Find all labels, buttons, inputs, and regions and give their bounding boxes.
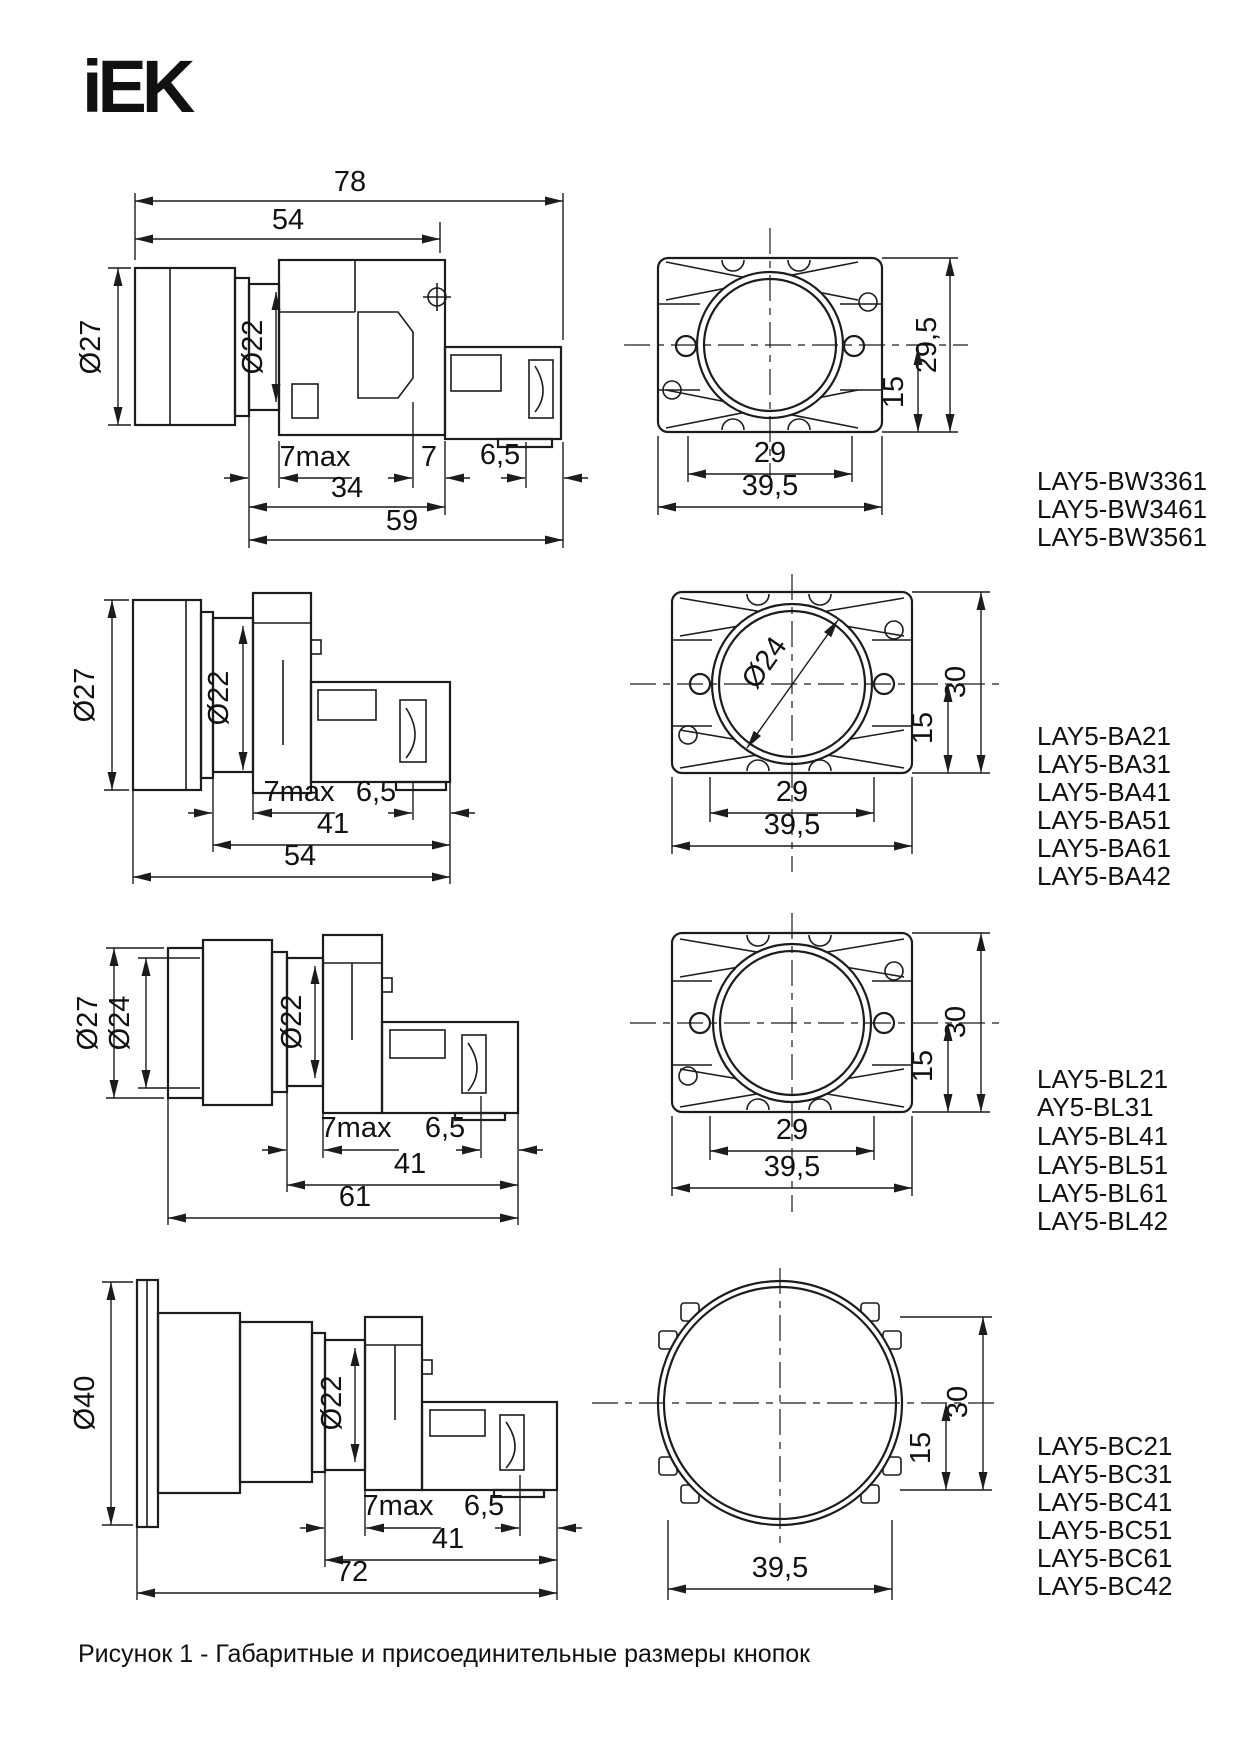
- model-label: LAY5-BW3361: [1037, 466, 1208, 496]
- dim-front-height: 29,5: [911, 316, 943, 374]
- model-label: LAY5-BA51: [1037, 805, 1171, 835]
- dim-total-length: 78: [333, 166, 367, 198]
- model-label: LAY5-BC42: [1037, 1571, 1173, 1601]
- dim-front-offset: 15: [878, 375, 910, 409]
- front-view-bw: [624, 228, 968, 515]
- model-label: LAY5-BL21: [1037, 1064, 1169, 1094]
- dim-mount-diameter: Ø22: [237, 319, 269, 375]
- model-label: LAY5-BL61: [1037, 1178, 1169, 1208]
- model-label: LAY5-BA41: [1037, 777, 1171, 807]
- front-view-ba: [630, 574, 1000, 872]
- dim-front-height: 30: [940, 1005, 972, 1039]
- figure-caption: Рисунок 1 - Габаритные и присоединительные размеры кнопок: [78, 1640, 811, 1668]
- dim-front-hole-width: 29: [775, 776, 809, 808]
- model-label: LAY5-BL51: [1037, 1150, 1169, 1180]
- dim-gap: 7: [420, 441, 438, 473]
- dim-front-length: 54: [271, 204, 305, 236]
- model-label: LAY5-BW3561: [1037, 522, 1208, 552]
- model-list-bl: [1037, 1064, 1168, 1236]
- dim-screw: 6,5: [424, 1112, 466, 1144]
- dim-front-body-width: 39,5: [751, 1552, 809, 1584]
- dim-front-offset: 15: [907, 1049, 939, 1083]
- dim-mount-diameter: Ø22: [316, 1375, 348, 1431]
- dim-front-body-width: 39,5: [741, 470, 799, 502]
- dim-panel-max: 7max: [279, 441, 351, 473]
- dim-front-height: 30: [940, 665, 972, 699]
- dim-panel-max: 7max: [263, 776, 335, 808]
- dim-mid-length: 34: [330, 472, 364, 504]
- dim-panel-max: 7max: [320, 1112, 392, 1144]
- dim-front-height: 30: [942, 1385, 974, 1419]
- dim-mount-diameter: Ø22: [203, 670, 235, 726]
- side-view-bw: [75, 166, 588, 548]
- model-label: LAY5-BC41: [1037, 1487, 1173, 1517]
- dim-front-body-width: 39,5: [763, 1151, 821, 1183]
- dim-button-diameter: Ø24: [735, 631, 794, 695]
- model-label: LAY5-BA42: [1037, 861, 1171, 891]
- dim-rear-length: 59: [385, 505, 419, 537]
- dim-mid-length: 41: [316, 808, 350, 840]
- dim-cap-diameter: Ø27: [72, 995, 104, 1051]
- dim-screw: 6,5: [479, 439, 521, 471]
- dim-total-length: 61: [338, 1181, 372, 1213]
- model-label: LAY5-BC31: [1037, 1459, 1173, 1489]
- front-view-bl: [630, 913, 1000, 1212]
- dim-button-diameter: Ø24: [104, 995, 136, 1051]
- side-view-bc: [69, 1280, 582, 1600]
- model-label: LAY5-BL41: [1037, 1121, 1169, 1151]
- dim-cap-diameter: Ø27: [69, 667, 101, 723]
- model-label: LAY5-BA61: [1037, 833, 1171, 863]
- model-list-bc: [1037, 1431, 1172, 1601]
- dim-mid-length: 41: [431, 1523, 465, 1555]
- dim-screw: 6,5: [463, 1490, 505, 1522]
- iek-logo: iEK: [82, 45, 191, 128]
- dim-cap-diameter: Ø27: [75, 319, 107, 375]
- dim-front-body-width: 39,5: [763, 809, 821, 841]
- front-view-bc: [592, 1268, 1000, 1600]
- model-label: AY5-BL31: [1037, 1092, 1154, 1122]
- model-label: LAY5-BA21: [1037, 721, 1171, 751]
- dim-cap-diameter: Ø40: [69, 1375, 101, 1431]
- dim-total-length: 54: [283, 840, 317, 872]
- model-label: LAY5-BC61: [1037, 1543, 1173, 1573]
- dim-screw: 6,5: [355, 776, 397, 808]
- model-label: LAY5-BC51: [1037, 1515, 1173, 1545]
- dim-front-hole-width: 29: [753, 437, 787, 469]
- model-list-bw: [1037, 466, 1207, 552]
- model-label: LAY5-BW3461: [1037, 494, 1208, 524]
- dim-front-hole-width: 29: [775, 1114, 809, 1146]
- dim-front-offset: 15: [907, 711, 939, 745]
- side-view-bl: [72, 935, 543, 1225]
- model-label: LAY5-BC21: [1037, 1431, 1173, 1461]
- dim-panel-max: 7max: [362, 1490, 434, 1522]
- side-view-ba: [69, 593, 475, 884]
- dim-mid-length: 41: [393, 1148, 427, 1180]
- dim-total-length: 72: [335, 1556, 369, 1588]
- model-list-ba: [1037, 721, 1171, 891]
- model-label: LAY5-BL42: [1037, 1206, 1169, 1236]
- model-label: LAY5-BA31: [1037, 749, 1171, 779]
- dim-mount-diameter: Ø22: [276, 994, 308, 1050]
- dim-front-offset: 15: [905, 1431, 937, 1465]
